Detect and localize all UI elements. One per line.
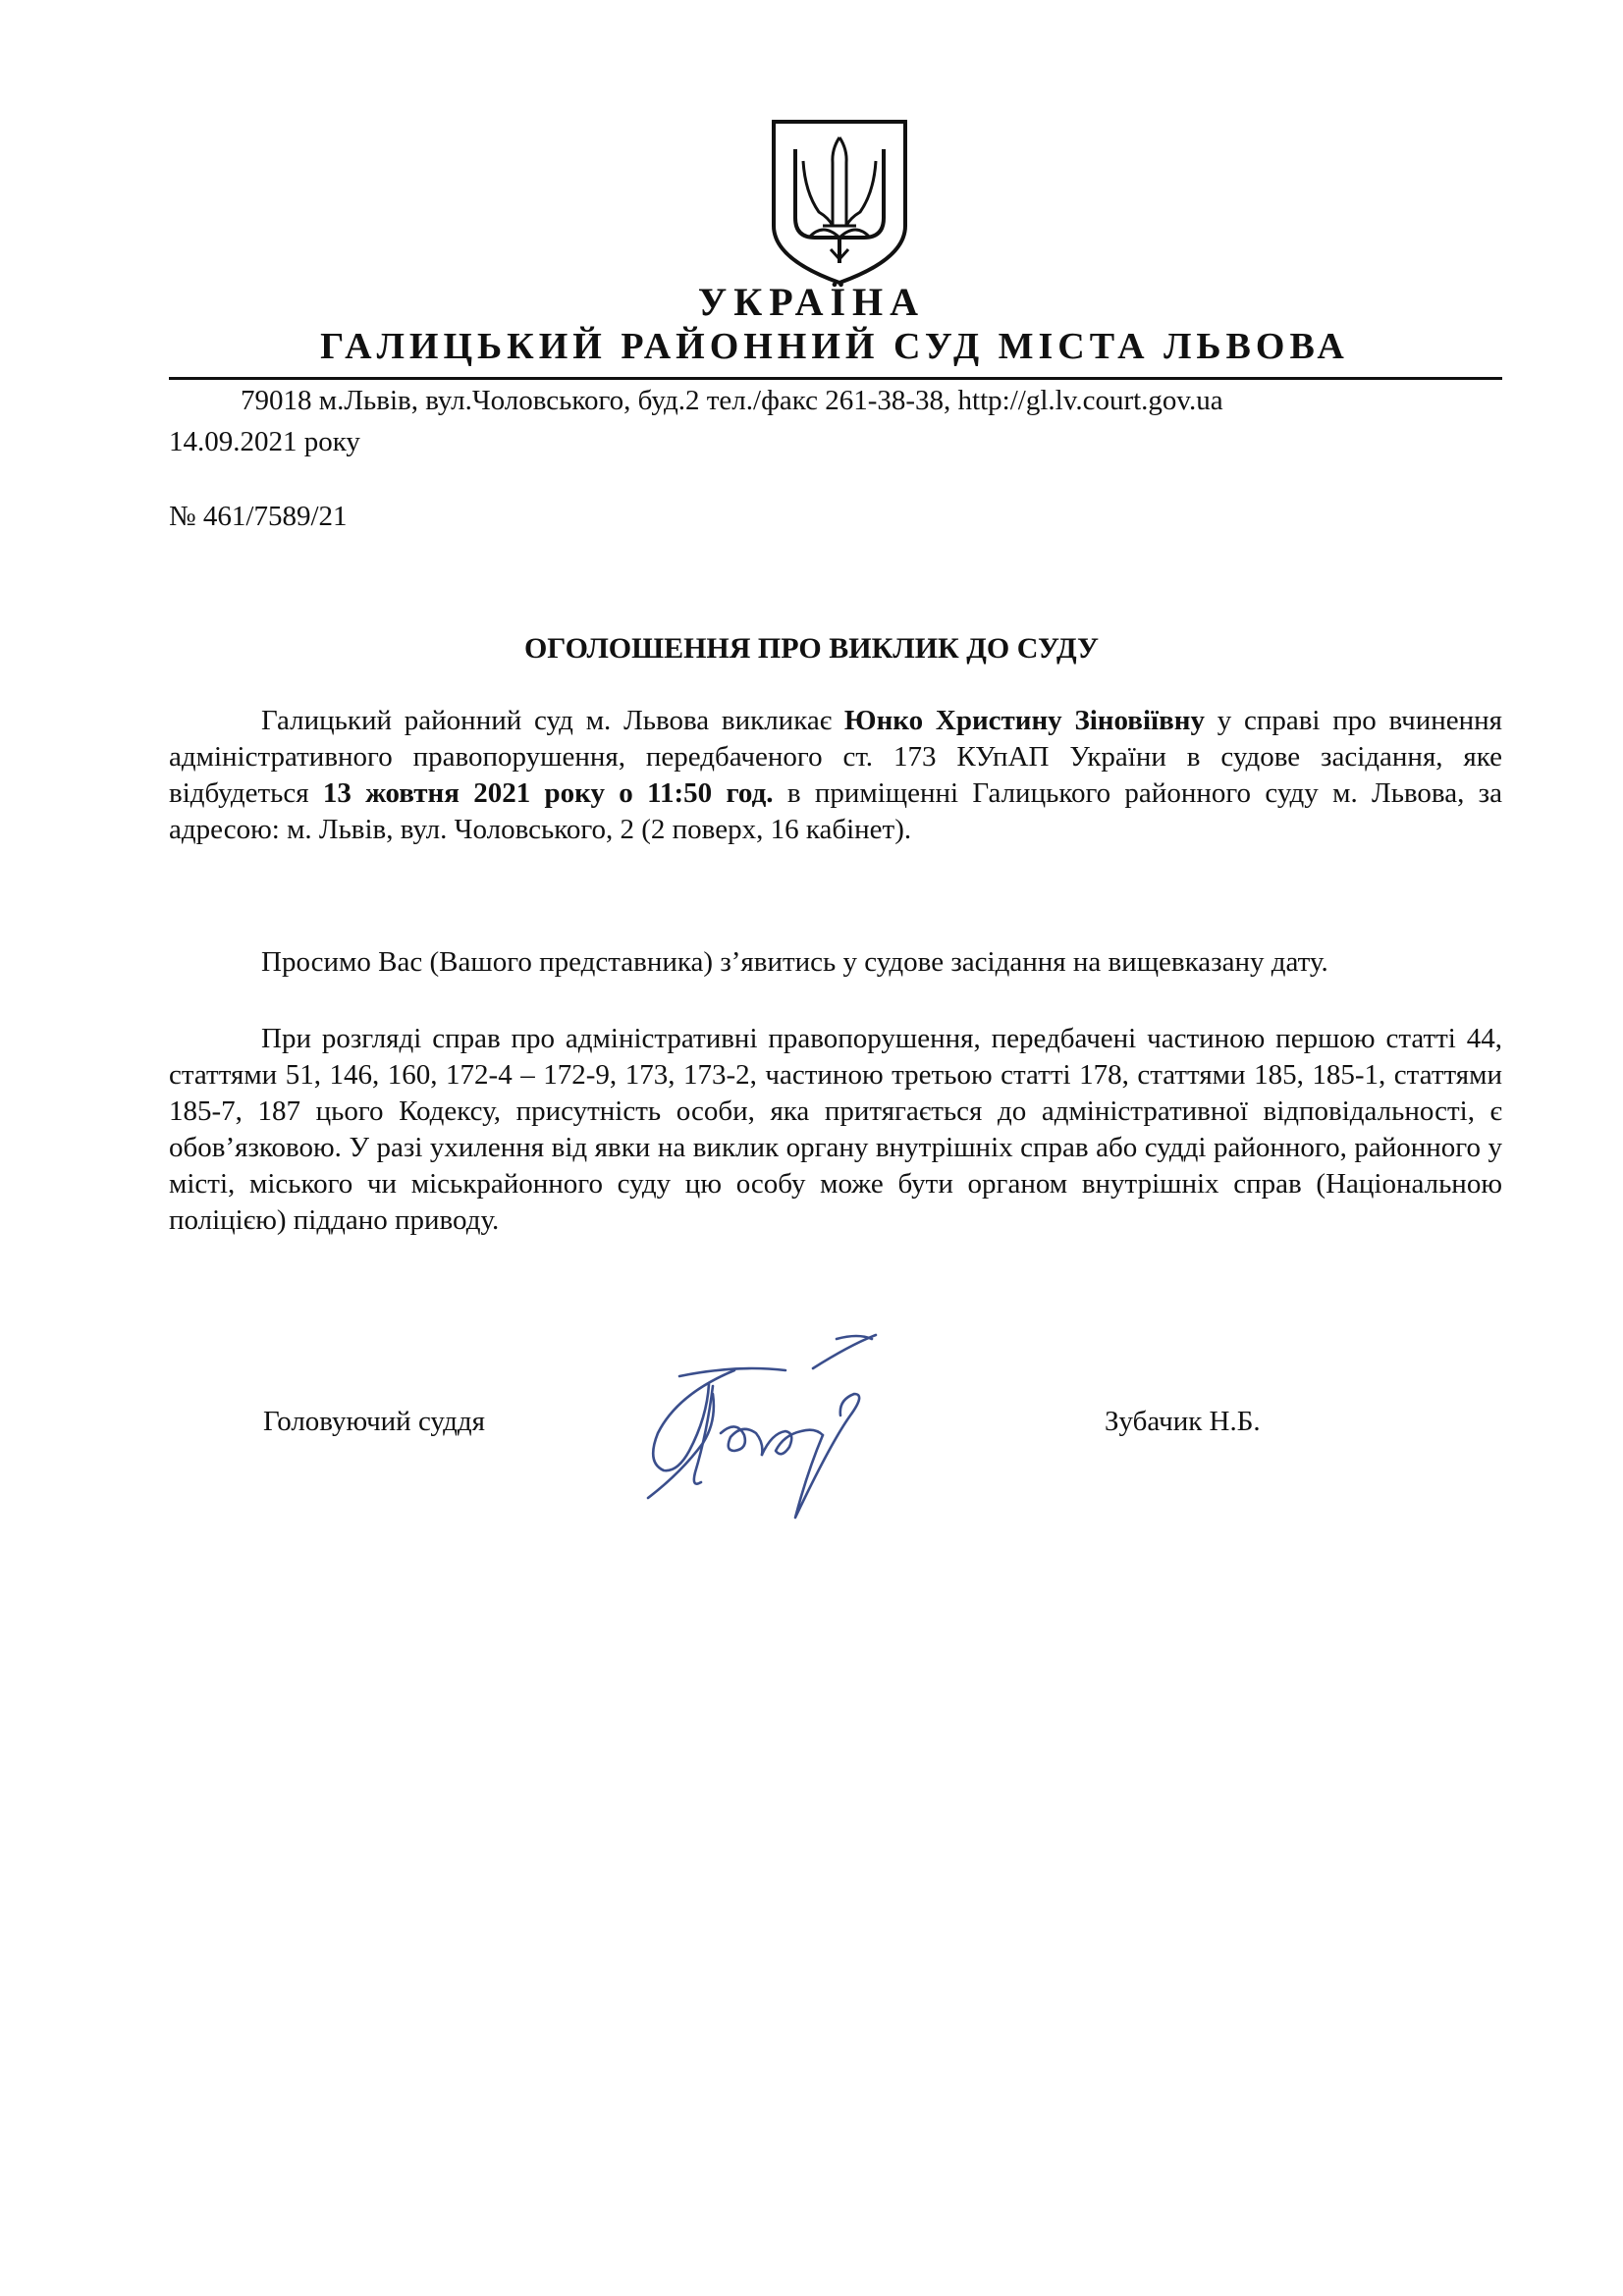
header-divider	[169, 377, 1502, 380]
appearance-request-paragraph: Просимо Вас (Вашого представника) з’явитись у судове засідання на вищевказану дату.	[261, 946, 1328, 978]
document-date: 14.09.2021 року	[169, 426, 360, 457]
summons-text-start: Галицький районний суд м. Львова викликає	[261, 705, 844, 736]
judge-name: Зубачик Н.Б.	[1105, 1406, 1261, 1437]
summoned-person-name: Юнко Христину Зіновіївну	[843, 705, 1205, 736]
legal-notice-paragraph: При розгляді справ про адміністративні правопорушення, передбачені частиною першою статті 44, статтями 51, 146, 160, 172-4 – 172-9, 173, 173-2, частиною третьою статті 178, статтями 185, 185-1, статтями 185-7, 187 цього Кодексу, присутність особи, яка притягається до адміністративної відповідальності, є обов’язковою. У разі ухилення від явки на виклик органу внутрішніх справ або судді районного, районного у місті, міського чи міськрайонного суду цю особу може бути органом внутрішніх справ (Національною поліцією) піддано приводу.	[169, 1023, 1502, 1236]
handwritten-signature-icon	[619, 1325, 913, 1522]
court-address: 79018 м.Львів, вул.Чоловського, буд.2 тел./факс 261-38-38, http://gl.lv.court.gov.ua	[241, 385, 1223, 416]
country-heading: УКРАЇНА	[697, 280, 926, 324]
trident-coat-of-arms-icon	[766, 116, 913, 288]
notice-title: ОГОЛОШЕННЯ ПРО ВИКЛИК ДО СУДУ	[523, 632, 1100, 665]
judge-title: Головуючий суддя	[263, 1406, 485, 1437]
hearing-datetime: 13 жовтня 2021 року о 11:50 год.	[322, 777, 774, 809]
case-number: № 461/7589/21	[169, 501, 348, 532]
court-name-heading: ГАЛИЦЬКИЙ РАЙОННИЙ СУД МІСТА ЛЬВОВА	[320, 326, 1349, 367]
summons-text-middle: у справі про вчинення адміністративного правопорушення, передбаченого ст. 173 КУпАП України в судове засідання, яке відбудеться	[169, 705, 1502, 809]
summons-text-end: в приміщенні Галицького районного суду м. Львова, за адресою: м. Львів, вул. Чоловського, 2 (2 поверх, 16 кабінет).	[169, 777, 1502, 845]
summons-paragraph	[169, 703, 1502, 848]
